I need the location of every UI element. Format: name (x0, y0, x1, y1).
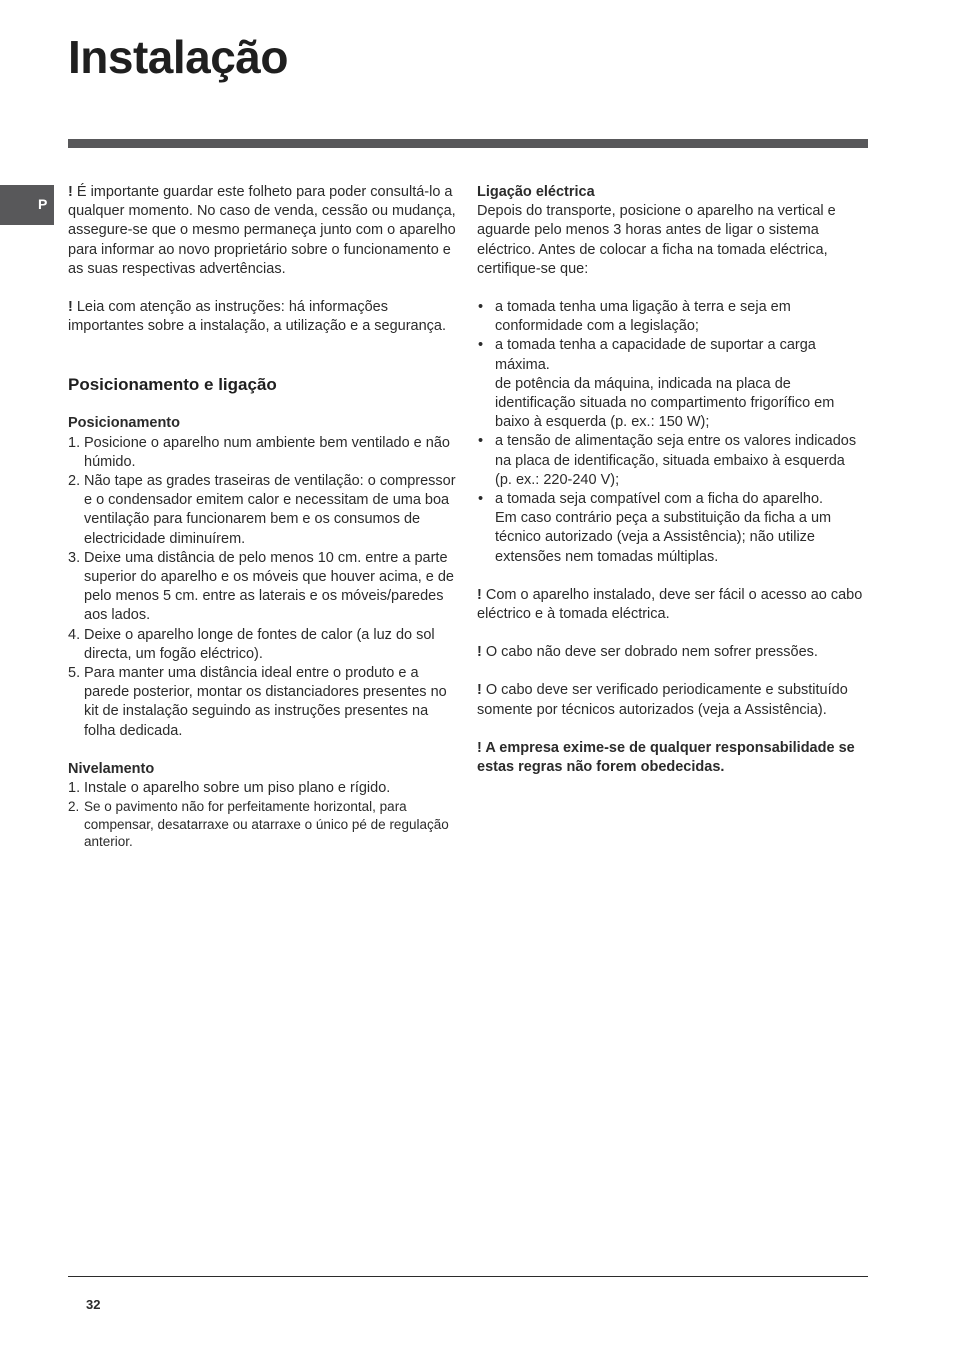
list-item: 2. Se o pavimento não for perfeitamente horizontal, para compensar, desatarraxe ou atarraxe o único pé de regulação anterior. (68, 799, 449, 850)
header-divider (68, 139, 868, 148)
electrical-checklist (477, 298, 865, 567)
leveling-heading: Nivelamento (68, 760, 155, 777)
intro-warning-2: ! Leia com atenção as instruções: há informações importantes sobre a instalação, a utilização e a segurança. (68, 299, 447, 335)
footer-divider (68, 1276, 868, 1277)
list-item: 1. Posicione o aparelho num ambiente bem ventilado e não húmido. (68, 434, 450, 470)
cable-access-warning: ! Com o aparelho instalado, deve ser fácil o acesso ao cabo eléctrico e à tomada eléctrica. (477, 586, 863, 623)
language-tab: P (0, 185, 54, 225)
warning-mark: ! (68, 299, 73, 316)
electrical-intro: Depois do transporte, posicione o aparelho na vertical e aguarde pelo menos 3 horas antes de ligar o sistema eléctrico. Antes de colocar a ficha na tomada eléctrica, certifique-se que: (477, 203, 836, 277)
liability-warning: ! A empresa exime-se de qualquer responsabilidade se estas regras não forem obedecidas. (477, 739, 855, 776)
leveling-steps-continued (68, 798, 460, 851)
positioning-heading: Posicionamento (68, 415, 180, 432)
warning-mark: ! (477, 644, 482, 661)
electrical-heading: Ligação eléctrica (477, 184, 595, 200)
list-item: • a tomada tenha uma ligação à terra e seja em conformidade com a legislação; (478, 299, 791, 335)
list-item: 1. Instale o aparelho sobre um piso plano e rígido. (68, 780, 391, 797)
list-item: 4. Deixe o aparelho longe de fontes de calor (a luz do sol directa, um fogão eléctrico). (68, 626, 435, 662)
warning-mark: ! (477, 586, 482, 603)
leveling-steps (68, 779, 460, 798)
list-item: 2. Não tape as grades traseiras de ventilação: o compressor e o condensador emitem calor e necessitam de uma boa ventilação para funcionarem bem e os consumos de electricidade diminuírem. (68, 473, 456, 547)
list-item: • a tensão de alimentação seja entre os valores indicados na placa de identificação, situada embaixo à esquerda (p. ex.: 220-240 V); (478, 433, 857, 488)
cable-check-warning: ! O cabo deve ser verificado periodicamente e substituído somente por técnicos autorizados (veja a Assistência). (477, 682, 848, 718)
list-item: • a tomada tenha a capacidade de suportar a carga máxima. de potência da máquina, indicada na placa de identificação situada no compartimento frigorífico em baixo à esquerda (p. ex.: 150 W); (478, 337, 835, 431)
right-column (477, 183, 865, 777)
positioning-steps (68, 434, 460, 741)
page-number: 32 (86, 1297, 101, 1312)
warning-mark: ! (68, 184, 73, 200)
intro-warning-1: ! É importante guardar este folheto para poder consultá-lo a qualquer momento. No caso de venda, cessão ou mudança, assegure-se que o mesmo permaneça junto com o aparelho para informar ao novo proprietário sobre o funcionamento e as suas respectivas advertências. (68, 184, 456, 277)
page-title: Instalação (68, 31, 288, 83)
warning-mark: ! (477, 682, 482, 699)
left-column (68, 183, 460, 851)
list-item: • a tomada seja compatível com a ficha do aparelho. Em caso contrário peça a substituição da ficha a um técnico autorizado (veja a Assistência); não utilize extensões nem tomadas múltiplas. (478, 491, 832, 565)
warning-mark: ! (477, 739, 482, 756)
section-heading: Posicionamento e ligação (68, 375, 277, 395)
list-item: 3. Deixe uma distância de pelo menos 10 cm. entre a parte superior do aparelho e os móveis que houver acima, e de pelo menos 5 cm. entre as laterais e os móveis/paredes aos lados. (68, 549, 454, 624)
cable-bend-warning: ! O cabo não deve ser dobrado nem sofrer pressões. (477, 644, 818, 661)
list-item: 5. Para manter uma distância ideal entre o produto e a parede posterior, montar os distanciadores presentes no kit de instalação seguindo as instruções presentes na folha dedicada. (68, 665, 447, 739)
